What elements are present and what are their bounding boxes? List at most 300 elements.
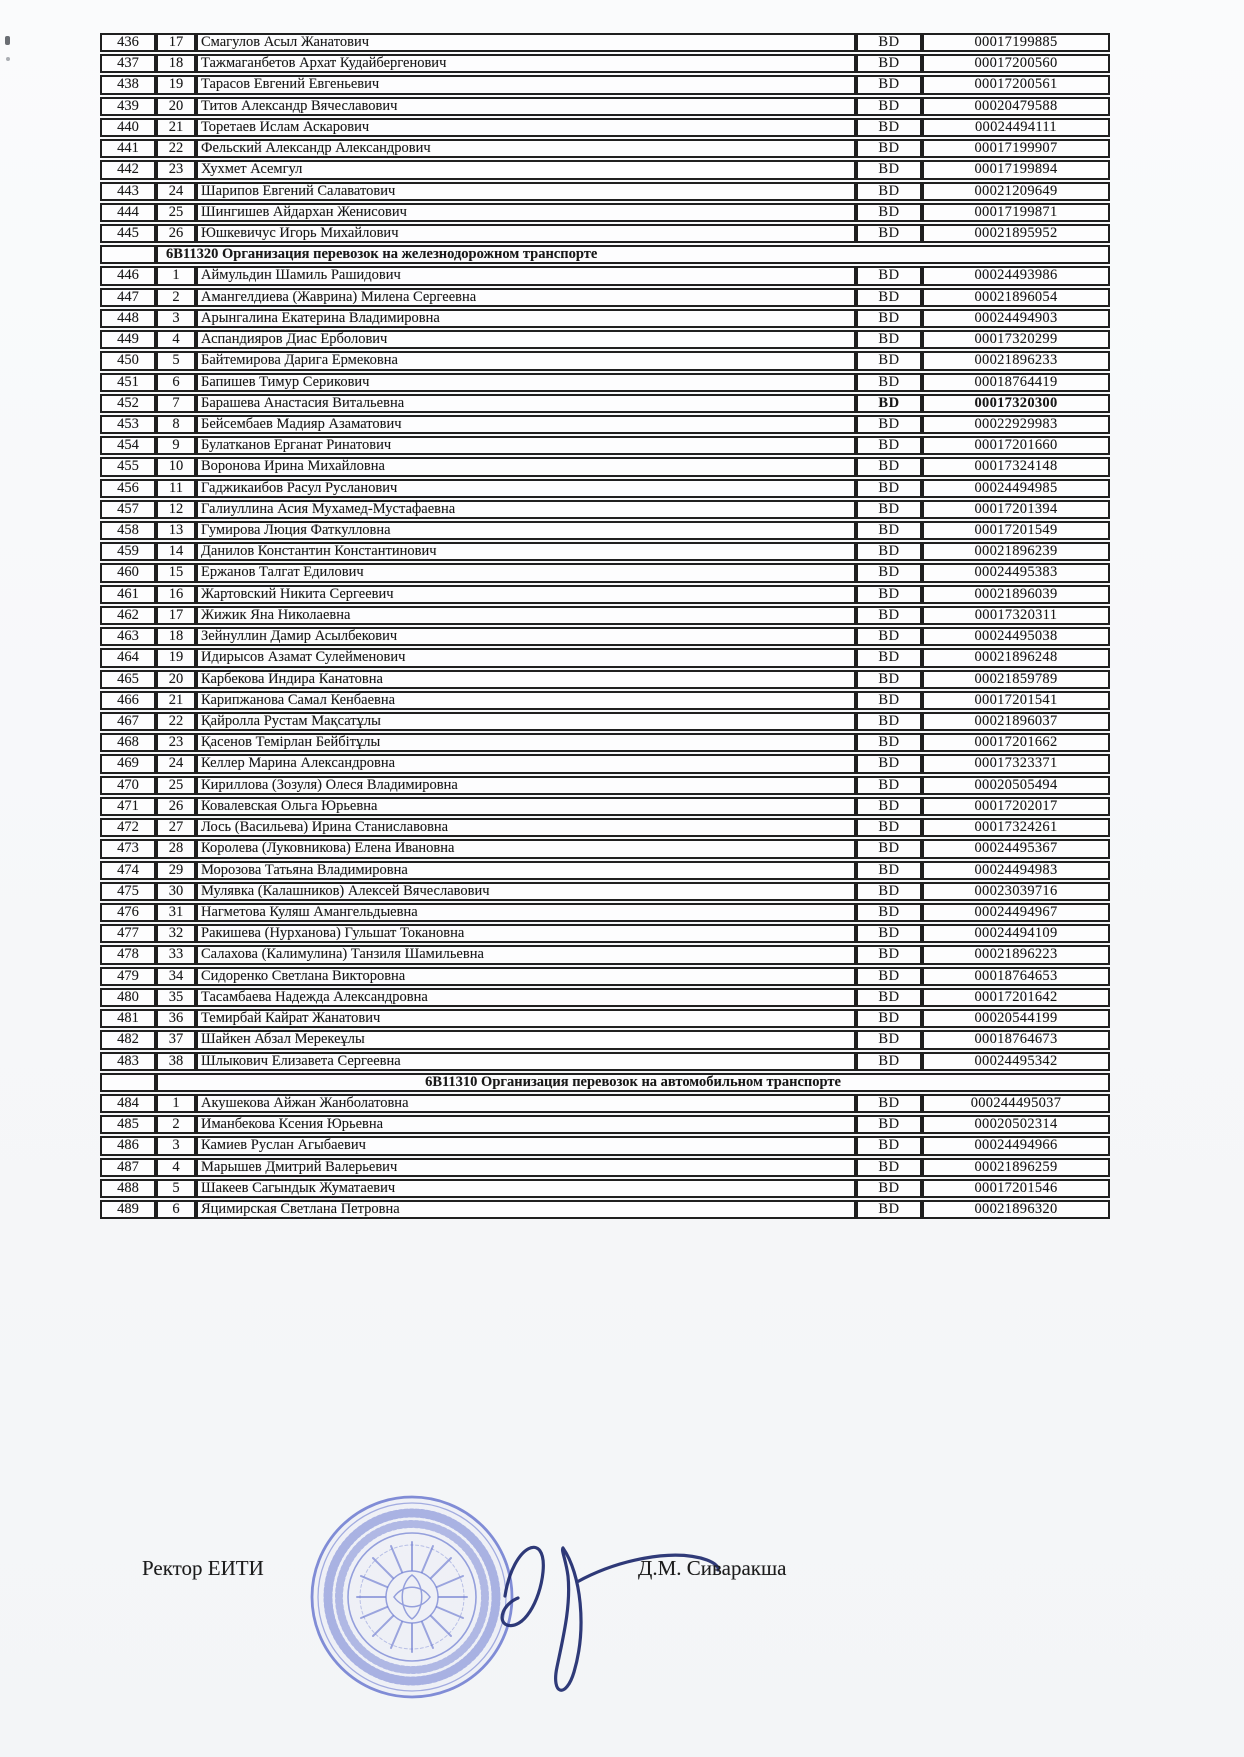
- table-row: [100, 1158, 1110, 1177]
- seq-number-cell: 36: [156, 1009, 196, 1028]
- row-number-cell: 452: [100, 394, 156, 413]
- table-row: [100, 309, 1110, 328]
- id-number-cell: 00017199871: [922, 203, 1110, 222]
- row-number-cell: 450: [100, 351, 156, 370]
- degree-code-cell: BD: [856, 1115, 922, 1134]
- id-number-cell: 00021895952: [922, 224, 1110, 243]
- name-cell: Гумирова Люция Фаткулловна: [196, 521, 856, 540]
- name-cell: Жижик Яна Николаевна: [196, 606, 856, 625]
- table-row: [100, 776, 1110, 795]
- degree-code-cell: BD: [856, 776, 922, 795]
- id-number-cell: 00017201546: [922, 1179, 1110, 1198]
- row-number-cell: 482: [100, 1030, 156, 1049]
- id-number-cell: 00021209649: [922, 182, 1110, 201]
- id-number-cell: 00021896320: [922, 1200, 1110, 1219]
- table-row: [100, 1115, 1110, 1134]
- name-cell: Данилов Константин Константинович: [196, 542, 856, 561]
- id-number-cell: 00021896223: [922, 945, 1110, 964]
- table-row: [100, 160, 1110, 179]
- degree-code-cell: BD: [856, 882, 922, 901]
- degree-code-cell: BD: [856, 861, 922, 880]
- section-header-text: 6В11310 Организация перевозок на автомобильном транспорте: [156, 1073, 1110, 1092]
- degree-code-cell: BD: [856, 839, 922, 858]
- id-number-cell: 00024495367: [922, 839, 1110, 858]
- table-row: [100, 712, 1110, 731]
- degree-code-cell: BD: [856, 542, 922, 561]
- row-number-cell: 448: [100, 309, 156, 328]
- id-number-cell: 00024494983: [922, 861, 1110, 880]
- row-number-cell: 484: [100, 1094, 156, 1113]
- name-cell: Камиев Руслан Агыбаевич: [196, 1136, 856, 1155]
- table-row: [100, 606, 1110, 625]
- row-number-cell: 475: [100, 882, 156, 901]
- seq-number-cell: 25: [156, 203, 196, 222]
- row-number-cell: 485: [100, 1115, 156, 1134]
- row-number-cell: 459: [100, 542, 156, 561]
- seq-number-cell: 19: [156, 75, 196, 94]
- degree-code-cell: BD: [856, 797, 922, 816]
- degree-code-cell: BD: [856, 1179, 922, 1198]
- row-number-cell: 449: [100, 330, 156, 349]
- id-number-cell: 00024495342: [922, 1052, 1110, 1071]
- table-row: [100, 670, 1110, 689]
- row-number-cell: 458: [100, 521, 156, 540]
- table-row: [100, 648, 1110, 667]
- seq-number-cell: 12: [156, 500, 196, 519]
- name-cell: Хухмет Асемгул: [196, 160, 856, 179]
- table-row: [100, 266, 1110, 285]
- table-row: [100, 924, 1110, 943]
- rector-name: Д.М. Сиваракша: [638, 1556, 787, 1580]
- degree-code-cell: BD: [856, 97, 922, 116]
- name-cell: Акушекова Айжан Жанболатовна: [196, 1094, 856, 1113]
- table-row: [100, 436, 1110, 455]
- seq-number-cell: 3: [156, 1136, 196, 1155]
- name-cell: Яцимирская Светлана Петровна: [196, 1200, 856, 1219]
- row-number-cell: 440: [100, 118, 156, 137]
- rector-title: Ректор ЕИТИ: [142, 1556, 264, 1580]
- table-row: [100, 415, 1110, 434]
- table-row: [100, 1030, 1110, 1049]
- table-row: [100, 330, 1110, 349]
- degree-code-cell: BD: [856, 733, 922, 752]
- row-number-cell: 436: [100, 33, 156, 52]
- id-number-cell: 00017199907: [922, 139, 1110, 158]
- degree-code-cell: BD: [856, 1200, 922, 1219]
- seq-number-cell: 11: [156, 479, 196, 498]
- degree-code-cell: BD: [856, 224, 922, 243]
- seq-number-cell: 2: [156, 1115, 196, 1134]
- id-number-cell: 00018764673: [922, 1030, 1110, 1049]
- scan-artifact: [6, 57, 10, 61]
- table-row: [100, 903, 1110, 922]
- id-number-cell: 00020479588: [922, 97, 1110, 116]
- seq-number-cell: 26: [156, 224, 196, 243]
- name-cell: Кириллова (Зозуля) Олеся Владимировна: [196, 776, 856, 795]
- degree-code-cell: BD: [856, 670, 922, 689]
- row-number-cell: 461: [100, 585, 156, 604]
- seq-number-cell: 6: [156, 1200, 196, 1219]
- table-row: [100, 839, 1110, 858]
- row-number-cell: 451: [100, 373, 156, 392]
- seq-number-cell: 26: [156, 797, 196, 816]
- seq-number-cell: 29: [156, 861, 196, 880]
- table-row: [100, 33, 1110, 52]
- table-row: [100, 733, 1110, 752]
- table-row: [100, 967, 1110, 986]
- seq-number-cell: 24: [156, 754, 196, 773]
- name-cell: Аспандияров Диас Ерболович: [196, 330, 856, 349]
- table-row: [100, 1094, 1110, 1113]
- id-number-cell: 00020502314: [922, 1115, 1110, 1134]
- name-cell: Ракишева (Нурханова) Гульшат Токановна: [196, 924, 856, 943]
- seq-number-cell: 31: [156, 903, 196, 922]
- name-cell: Торетаев Ислам Аскарович: [196, 118, 856, 137]
- row-number-cell: 439: [100, 97, 156, 116]
- id-number-cell: 00024494111: [922, 118, 1110, 137]
- student-roster-table: [100, 31, 1110, 1221]
- name-cell: Карбекова Индира Канатовна: [196, 670, 856, 689]
- table-row: [100, 691, 1110, 710]
- degree-code-cell: BD: [856, 903, 922, 922]
- row-number-cell: 468: [100, 733, 156, 752]
- id-number-cell: 00023039716: [922, 882, 1110, 901]
- seq-number-cell: 21: [156, 691, 196, 710]
- row-number-cell: 463: [100, 627, 156, 646]
- name-cell: Шакеев Сагындык Жуматаевич: [196, 1179, 856, 1198]
- name-cell: Барашева Анастасия Витальевна: [196, 394, 856, 413]
- id-number-cell: 00018764419: [922, 373, 1110, 392]
- table-row: [100, 754, 1110, 773]
- row-number-cell: 443: [100, 182, 156, 201]
- seq-number-cell: 32: [156, 924, 196, 943]
- table-row: [100, 97, 1110, 116]
- name-cell: Аймульдин Шамиль Рашидович: [196, 266, 856, 285]
- degree-code-cell: BD: [856, 288, 922, 307]
- row-number-cell: 478: [100, 945, 156, 964]
- degree-code-cell: BD: [856, 648, 922, 667]
- id-number-cell: 00017199885: [922, 33, 1110, 52]
- name-cell: Келлер Марина Александровна: [196, 754, 856, 773]
- degree-code-cell: BD: [856, 627, 922, 646]
- row-number-cell: 462: [100, 606, 156, 625]
- degree-code-cell: BD: [856, 1094, 922, 1113]
- seq-number-cell: 33: [156, 945, 196, 964]
- degree-code-cell: BD: [856, 33, 922, 52]
- table-row: [100, 1136, 1110, 1155]
- id-number-cell: 00017320299: [922, 330, 1110, 349]
- table-row: [100, 373, 1110, 392]
- name-cell: Байтемирова Дарига Ермековна: [196, 351, 856, 370]
- id-number-cell: 00017199894: [922, 160, 1110, 179]
- row-number-cell: 456: [100, 479, 156, 498]
- id-number-cell: 000244495037: [922, 1094, 1110, 1113]
- degree-code-cell: BD: [856, 479, 922, 498]
- table-row: [100, 75, 1110, 94]
- degree-code-cell: BD: [856, 1009, 922, 1028]
- name-cell: Марышев Дмитрий Валерьевич: [196, 1158, 856, 1177]
- name-cell: Зейнуллин Дамир Асылбекович: [196, 627, 856, 646]
- id-number-cell: 00021896037: [922, 712, 1110, 731]
- seq-number-cell: 18: [156, 627, 196, 646]
- table-row: [100, 457, 1110, 476]
- name-cell: Карипжанова Самал Кенбаевна: [196, 691, 856, 710]
- row-number-cell: 437: [100, 54, 156, 73]
- name-cell: Морозова Татьяна Владимировна: [196, 861, 856, 880]
- row-number-cell: 486: [100, 1136, 156, 1155]
- id-number-cell: 00017201549: [922, 521, 1110, 540]
- id-number-cell: 00024493986: [922, 266, 1110, 285]
- degree-code-cell: BD: [856, 1136, 922, 1155]
- row-number-cell: 455: [100, 457, 156, 476]
- name-cell: Шингишев Айдархан Женисович: [196, 203, 856, 222]
- id-number-cell: 00021896233: [922, 351, 1110, 370]
- degree-code-cell: BD: [856, 160, 922, 179]
- id-number-cell: 00017201394: [922, 500, 1110, 519]
- name-cell: Юшкевичус Игорь Михайлович: [196, 224, 856, 243]
- seq-number-cell: 19: [156, 648, 196, 667]
- name-cell: Гаджикаибов Расул Русланович: [196, 479, 856, 498]
- table-row: [100, 479, 1110, 498]
- degree-code-cell: BD: [856, 818, 922, 837]
- seq-number-cell: 27: [156, 818, 196, 837]
- name-cell: Лось (Васильева) Ирина Станиславовна: [196, 818, 856, 837]
- degree-code-cell: BD: [856, 1158, 922, 1177]
- row-number-cell: 476: [100, 903, 156, 922]
- name-cell: Сидоренко Светлана Викторовна: [196, 967, 856, 986]
- scan-artifact: [5, 36, 10, 45]
- degree-code-cell: BD: [856, 945, 922, 964]
- degree-code-cell: BD: [856, 457, 922, 476]
- degree-code-cell: BD: [856, 266, 922, 285]
- name-cell: Қасенов Темірлан Бейбітұлы: [196, 733, 856, 752]
- name-cell: Салахова (Калимулина) Танзиля Шамильевна: [196, 945, 856, 964]
- rector-signature: [355, 1478, 727, 1716]
- degree-code-cell: BD: [856, 182, 922, 201]
- row-number-cell: 454: [100, 436, 156, 455]
- seq-number-cell: 5: [156, 1179, 196, 1198]
- seq-number-cell: 5: [156, 351, 196, 370]
- seq-number-cell: 10: [156, 457, 196, 476]
- name-cell: Тасамбаева Надежда Александровна: [196, 988, 856, 1007]
- name-cell: Амангелдиева (Жаврина) Милена Сергеевна: [196, 288, 856, 307]
- degree-code-cell: BD: [856, 415, 922, 434]
- name-cell: Ержанов Талгат Едилович: [196, 563, 856, 582]
- degree-code-cell: BD: [856, 1052, 922, 1071]
- seq-number-cell: 23: [156, 160, 196, 179]
- name-cell: Бапишев Тимур Серикович: [196, 373, 856, 392]
- name-cell: Галиуллина Асия Мухамед-Мустафаевна: [196, 500, 856, 519]
- name-cell: Тарасов Евгений Евгеньевич: [196, 75, 856, 94]
- row-number-cell: 457: [100, 500, 156, 519]
- name-cell: Фельский Александр Александрович: [196, 139, 856, 158]
- section-header-row: [100, 245, 1110, 264]
- degree-code-cell: BD: [856, 203, 922, 222]
- name-cell: Мулявка (Калашников) Алексей Вячеславович: [196, 882, 856, 901]
- seq-number-cell: 13: [156, 521, 196, 540]
- row-number-cell: 464: [100, 648, 156, 667]
- id-number-cell: 00017201660: [922, 436, 1110, 455]
- seq-number-cell: 35: [156, 988, 196, 1007]
- table-row: [100, 627, 1110, 646]
- row-number-cell: 442: [100, 160, 156, 179]
- degree-code-cell: BD: [856, 521, 922, 540]
- table-row: [100, 882, 1110, 901]
- seq-number-cell: 24: [156, 182, 196, 201]
- table-row: [100, 1052, 1110, 1071]
- row-number-cell: 441: [100, 139, 156, 158]
- degree-code-cell: BD: [856, 1030, 922, 1049]
- id-number-cell: 00024495038: [922, 627, 1110, 646]
- name-cell: Нагметова Куляш Амангельдыевна: [196, 903, 856, 922]
- degree-code-cell: BD: [856, 500, 922, 519]
- name-cell: Жартовский Никита Сергеевич: [196, 585, 856, 604]
- id-number-cell: 00020505494: [922, 776, 1110, 795]
- row-number-cell: 489: [100, 1200, 156, 1219]
- name-cell: Идирысов Азамат Сулейменович: [196, 648, 856, 667]
- row-number-cell: 472: [100, 818, 156, 837]
- row-number-cell: [100, 1073, 156, 1092]
- seq-number-cell: 25: [156, 776, 196, 795]
- name-cell: Смагулов Асыл Жанатович: [196, 33, 856, 52]
- id-number-cell: 00017201642: [922, 988, 1110, 1007]
- table-row: [100, 521, 1110, 540]
- degree-code-cell: BD: [856, 139, 922, 158]
- row-number-cell: [100, 245, 156, 264]
- seq-number-cell: 1: [156, 266, 196, 285]
- row-number-cell: 470: [100, 776, 156, 795]
- row-number-cell: 488: [100, 1179, 156, 1198]
- name-cell: Бейсембаев Мадияр Азаматович: [196, 415, 856, 434]
- id-number-cell: 00017320311: [922, 606, 1110, 625]
- table-row: [100, 945, 1110, 964]
- id-number-cell: 00018764653: [922, 967, 1110, 986]
- name-cell: Қайролла Рустам Мақсатұлы: [196, 712, 856, 731]
- id-number-cell: 00017323371: [922, 754, 1110, 773]
- degree-code-cell: BD: [856, 606, 922, 625]
- row-number-cell: 453: [100, 415, 156, 434]
- table-row: [100, 1009, 1110, 1028]
- id-number-cell: 00024494967: [922, 903, 1110, 922]
- seq-number-cell: 6: [156, 373, 196, 392]
- id-number-cell: 00017200561: [922, 75, 1110, 94]
- degree-code-cell: BD: [856, 351, 922, 370]
- id-number-cell: 00017324148: [922, 457, 1110, 476]
- id-number-cell: 00022929983: [922, 415, 1110, 434]
- seq-number-cell: 18: [156, 54, 196, 73]
- row-number-cell: 460: [100, 563, 156, 582]
- row-number-cell: 445: [100, 224, 156, 243]
- degree-code-cell: BD: [856, 988, 922, 1007]
- seq-number-cell: 17: [156, 33, 196, 52]
- seq-number-cell: 38: [156, 1052, 196, 1071]
- degree-code-cell: BD: [856, 754, 922, 773]
- name-cell: Воронова Ирина Михайловна: [196, 457, 856, 476]
- id-number-cell: 00017200560: [922, 54, 1110, 73]
- id-number-cell: 00024494985: [922, 479, 1110, 498]
- row-number-cell: 471: [100, 797, 156, 816]
- table-row: [100, 118, 1110, 137]
- name-cell: Титов Александр Вячеславович: [196, 97, 856, 116]
- seq-number-cell: 23: [156, 733, 196, 752]
- row-number-cell: 446: [100, 266, 156, 285]
- row-number-cell: 466: [100, 691, 156, 710]
- degree-code-cell: BD: [856, 373, 922, 392]
- seq-number-cell: 20: [156, 97, 196, 116]
- name-cell: Шайкен Абзал Мерекеұлы: [196, 1030, 856, 1049]
- degree-code-cell: BD: [856, 330, 922, 349]
- table-row: [100, 1200, 1110, 1219]
- seq-number-cell: 8: [156, 415, 196, 434]
- table-row: [100, 563, 1110, 582]
- degree-code-cell: BD: [856, 436, 922, 455]
- name-cell: Булатканов Ерганат Ринатович: [196, 436, 856, 455]
- id-number-cell: 00024494109: [922, 924, 1110, 943]
- id-number-cell: 00017324261: [922, 818, 1110, 837]
- seq-number-cell: 4: [156, 1158, 196, 1177]
- row-number-cell: 481: [100, 1009, 156, 1028]
- seq-number-cell: 3: [156, 309, 196, 328]
- seq-number-cell: 22: [156, 139, 196, 158]
- table-row: [100, 203, 1110, 222]
- name-cell: Ковалевская Ольга Юрьевна: [196, 797, 856, 816]
- row-number-cell: 477: [100, 924, 156, 943]
- table-row: [100, 818, 1110, 837]
- table-row: [100, 585, 1110, 604]
- id-number-cell: 00017202017: [922, 797, 1110, 816]
- seq-number-cell: 22: [156, 712, 196, 731]
- table-row: [100, 542, 1110, 561]
- seq-number-cell: 21: [156, 118, 196, 137]
- row-number-cell: 487: [100, 1158, 156, 1177]
- name-cell: Арынгалина Екатерина Владимировна: [196, 309, 856, 328]
- id-number-cell: 00024494903: [922, 309, 1110, 328]
- degree-code-cell: BD: [856, 967, 922, 986]
- table-row: [100, 139, 1110, 158]
- table-row: [100, 394, 1110, 413]
- id-number-cell: 00021896239: [922, 542, 1110, 561]
- name-cell: Темирбай Кайрат Жанатович: [196, 1009, 856, 1028]
- degree-code-cell: BD: [856, 309, 922, 328]
- id-number-cell: 00020544199: [922, 1009, 1110, 1028]
- seq-number-cell: 4: [156, 330, 196, 349]
- table-row: [100, 54, 1110, 73]
- row-number-cell: 467: [100, 712, 156, 731]
- id-number-cell: 00017201541: [922, 691, 1110, 710]
- section-header-row: [100, 1073, 1110, 1092]
- seq-number-cell: 9: [156, 436, 196, 455]
- degree-code-cell: BD: [856, 75, 922, 94]
- section-header-text: 6В11320 Организация перевозок на железнодорожном транспорте: [156, 245, 1110, 264]
- degree-code-cell: BD: [856, 691, 922, 710]
- name-cell: Королева (Луковникова) Елена Ивановна: [196, 839, 856, 858]
- table-row: [100, 500, 1110, 519]
- degree-code-cell: BD: [856, 54, 922, 73]
- id-number-cell: 00024495383: [922, 563, 1110, 582]
- seq-number-cell: 34: [156, 967, 196, 986]
- degree-code-cell: BD: [856, 712, 922, 731]
- id-number-cell: 00024494966: [922, 1136, 1110, 1155]
- seq-number-cell: 2: [156, 288, 196, 307]
- degree-code-cell: BD: [856, 924, 922, 943]
- table-row: [100, 288, 1110, 307]
- id-number-cell: 00017320300: [922, 394, 1110, 413]
- row-number-cell: 480: [100, 988, 156, 1007]
- row-number-cell: 473: [100, 839, 156, 858]
- name-cell: Шлыкович Елизавета Сергеевна: [196, 1052, 856, 1071]
- table-row: [100, 182, 1110, 201]
- id-number-cell: 00021896039: [922, 585, 1110, 604]
